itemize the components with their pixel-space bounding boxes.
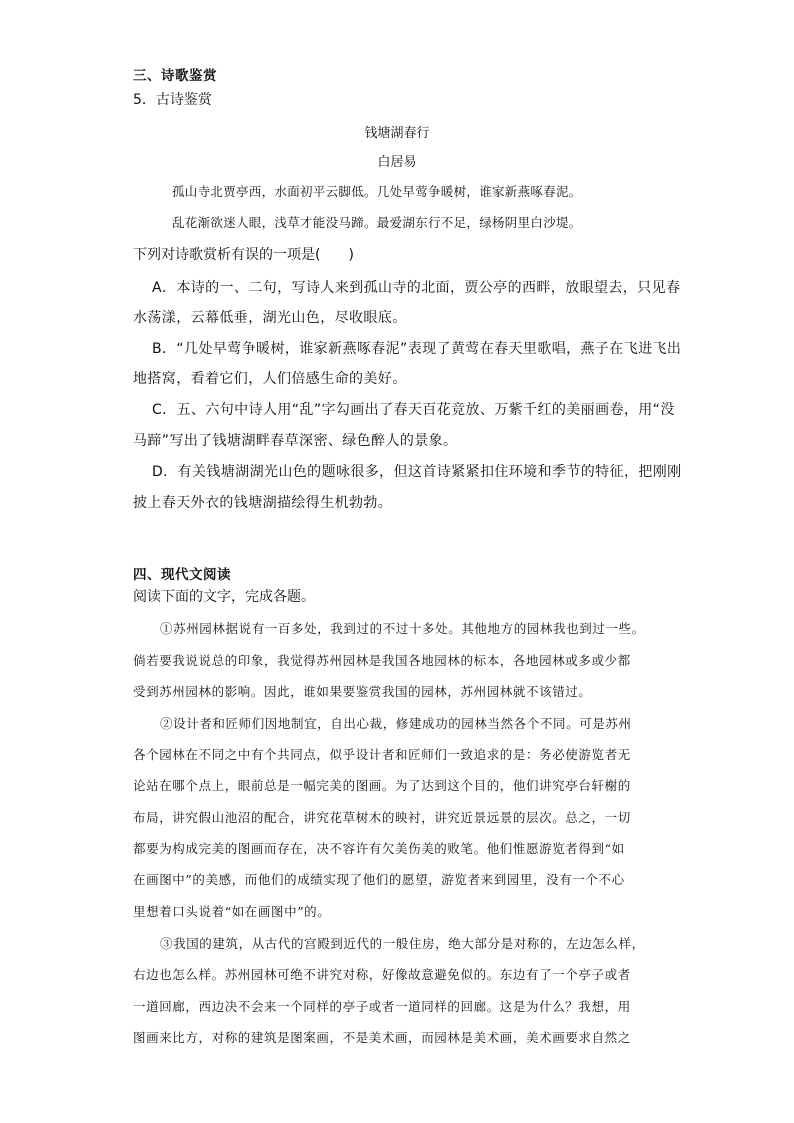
paragraph-line: ②设计者和匠师们因地制宜，自出心裁，修建成功的园林当然各个不同。可是苏州 bbox=[160, 716, 632, 731]
paragraph-line: ③我国的建筑，从古代的宫殿到近代的一般住房，绝大部分是对称的，左边怎么样， bbox=[160, 936, 645, 951]
section-title-reading: 四、现代文阅读 bbox=[133, 567, 231, 583]
paragraph-line: 右边也怎么样。苏州园林可绝不讲究对称，好像故意避免似的。东边有了一个亭子或者 bbox=[133, 967, 631, 982]
poem-line: 孤山寺北贾亭西，水面初平云脚低。几处早莺争暖树，谁家新燕啄春泥。 bbox=[172, 184, 582, 199]
option-a-cont: 水荡漾，云幕低垂，湖光山色，尽收眼底。 bbox=[133, 310, 407, 326]
option-b-cont: 地搭窝，看着它们，人们倍感生命的美好。 bbox=[133, 371, 407, 387]
option-b[interactable]: B．“几处早莺争暖树，谁家新燕啄春泥”表现了黄莺在春天里歌唱，燕子在飞进飞出 bbox=[152, 341, 682, 357]
paragraph-line: 图画来比方，对称的建筑是图案画，不是美术画，而园林是美术画，美术画要求自然之 bbox=[133, 1030, 631, 1045]
poem-author: 白居易 bbox=[377, 155, 417, 170]
paragraph-line: 里想着口头说着“如在画图中”的。 bbox=[133, 904, 331, 919]
option-d-cont: 披上春天外衣的钱塘湖描绘得生机勃勃。 bbox=[133, 495, 393, 511]
paragraph-line: 受到苏州园林的影响。因此，谁如果要鉴赏我国的园林，苏州园林就不该错过。 bbox=[133, 684, 592, 699]
poem-title: 钱塘湖春行 bbox=[364, 126, 430, 141]
option-c-cont: 马蹄”写出了钱塘湖畔春草深密、绿色醉人的景象。 bbox=[133, 433, 458, 449]
question-prompt: 下列对诗歌赏析有误的一项是( ) bbox=[133, 247, 354, 263]
question-label: 5．古诗鉴赏 bbox=[133, 92, 212, 108]
paragraph-line: 论站在哪个点上，眼前总是一幅完美的图画。为了达到这个目的，他们讲究亭台轩榭的 bbox=[133, 778, 631, 793]
paragraph-line: 都要为构成完美的图画而存在，决不容许有欠美伤美的败笔。他们惟愿游览者得到“如 bbox=[133, 841, 625, 856]
paragraph-line: 一道回廊，西边决不会来一个同样的亭子或者一道同样的回廊。这是为什么？我想，用 bbox=[133, 999, 631, 1014]
option-a[interactable]: A．本诗的一、二句，写诗人来到孤山寺的北面，贾公亭的西畔，放眼望去，只见春 bbox=[152, 280, 681, 296]
reading-instruction: 阅读下面的文字，完成各题。 bbox=[133, 589, 315, 605]
paragraph-line: 在画图中”的美感，而他们的成绩实现了他们的愿望，游览者来到园里，没有一个不心 bbox=[133, 872, 625, 887]
paragraph-line: 倘若要我说说总的印象，我觉得苏州园林是我国各地园林的标本，各地园林或多或少都 bbox=[133, 653, 631, 668]
paragraph-line: 布局，讲究假山池沼的配合，讲究花草树木的映衬，讲究近景远景的层次。总之，一切 bbox=[133, 810, 631, 825]
section-title-poetry: 三、诗歌鉴赏 bbox=[133, 68, 217, 84]
poem-line: 乱花渐欲迷人眼，浅草才能没马蹄。最爱湖东行不足，绿杨阴里白沙堤。 bbox=[172, 215, 582, 230]
option-d[interactable]: D．有关钱塘湖湖光山色的题咏很多，但这首诗紧紧扣住环境和季节的特征，把刚刚 bbox=[152, 464, 682, 480]
paragraph-line: ①苏州园林据说有一百多处，我到过的不过十多处。其他地方的园林我也到过一些。 bbox=[160, 621, 645, 636]
paragraph-line: 各个园林在不同之中有个共同点，似乎设计者和匠师们一致追求的是：务必使游览者无 bbox=[133, 747, 631, 762]
option-c[interactable]: C．五、六句中诗人用“乱”字勾画出了春天百花竞放、万紫千红的美丽画卷，用“没 bbox=[152, 402, 675, 418]
